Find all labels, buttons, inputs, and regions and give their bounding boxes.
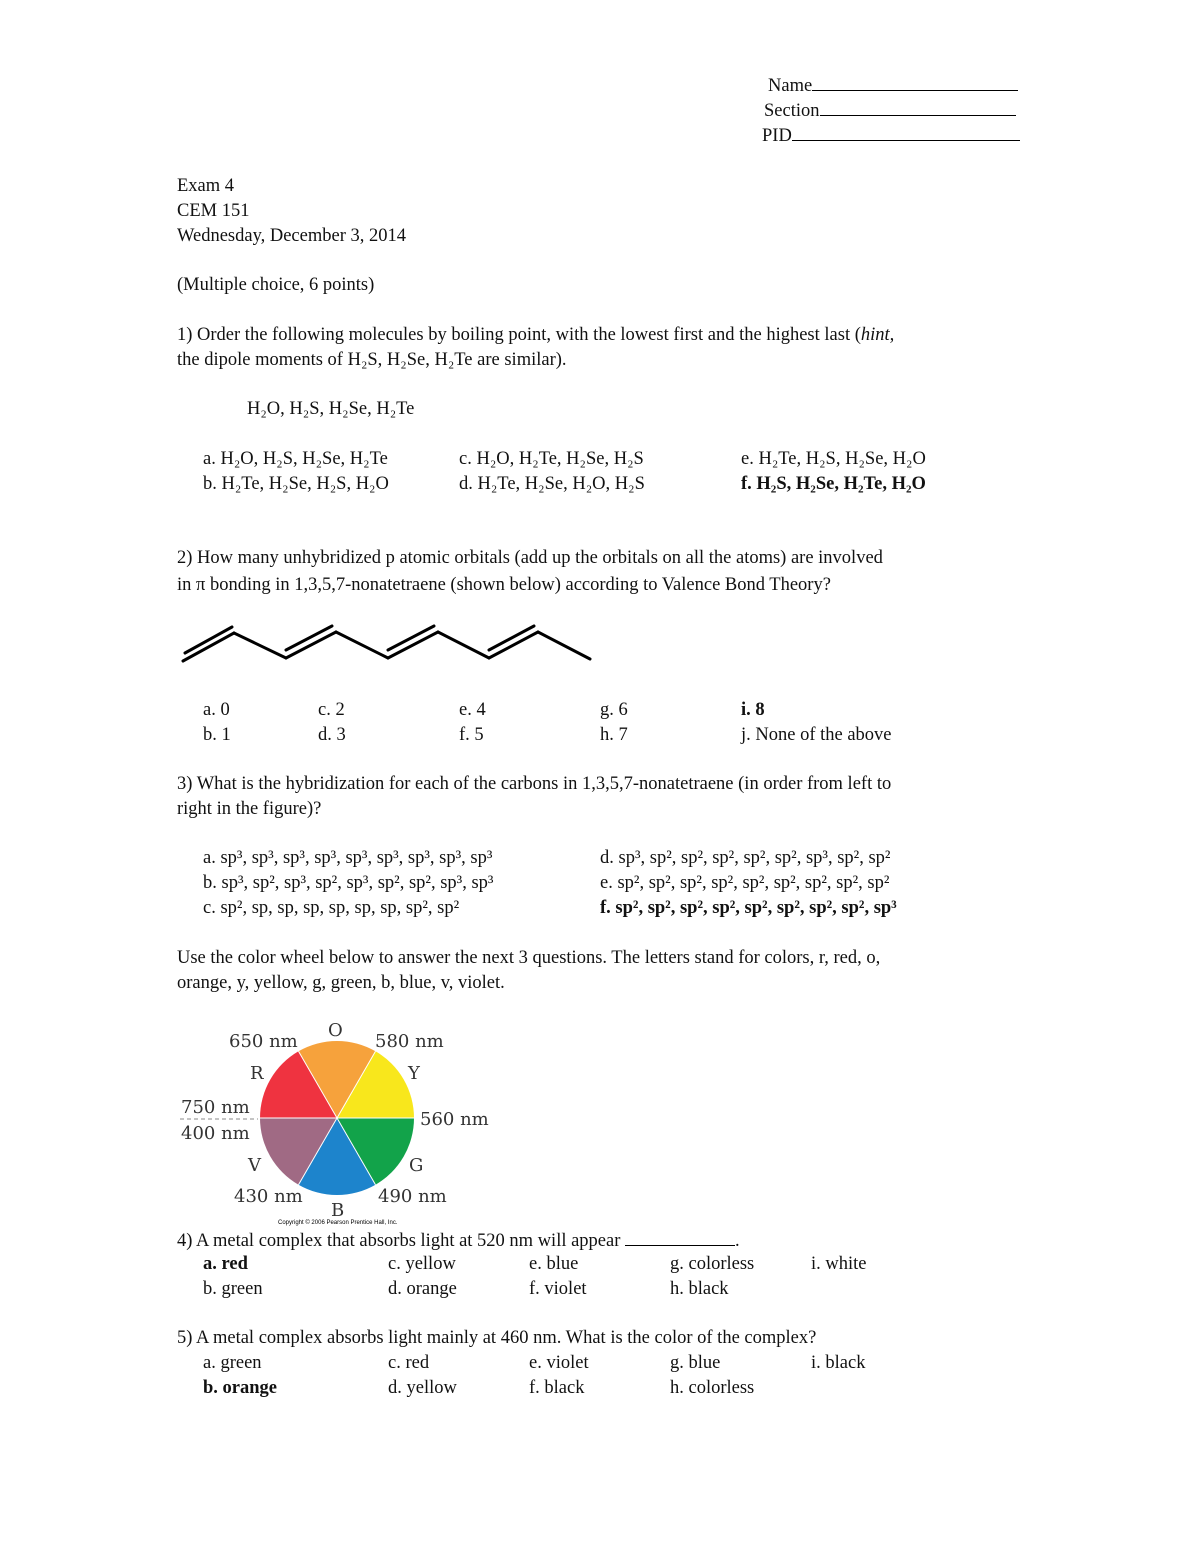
q4-blank[interactable] <box>625 1227 735 1246</box>
q4-option-c[interactable]: c. yellow <box>388 1254 456 1274</box>
nonatetraene-structure <box>176 620 596 670</box>
points-note: (Multiple choice, 6 points) <box>177 275 375 295</box>
wheel-label-o: O <box>328 1020 343 1041</box>
color-wheel <box>170 1015 500 1230</box>
q5-option-a[interactable]: a. green <box>203 1353 262 1373</box>
q5-option-f[interactable]: f. black <box>529 1378 585 1398</box>
q3-option-f[interactable]: f. sp², sp², sp², sp², sp², sp², sp², sp², sp³ <box>600 898 897 918</box>
name-field <box>768 72 1018 98</box>
q4-option-h[interactable]: h. black <box>670 1279 729 1299</box>
q4-option-g[interactable]: g. colorless <box>670 1254 755 1274</box>
q2-option-e[interactable]: e. 4 <box>459 700 486 720</box>
q4-option-f[interactable]: f. violet <box>529 1279 587 1299</box>
q1-option-e[interactable]: e. H₂Te, H₂S, H₂Se, H₂O <box>741 449 926 469</box>
wheel-intro-line1: Use the color wheel below to answer the next 3 questions. The letters stand for colors, r, red, o, <box>177 948 881 968</box>
q4-option-e[interactable]: e. blue <box>529 1254 579 1274</box>
q2-option-i[interactable]: i. 8 <box>741 700 765 720</box>
q1-option-c[interactable]: c. H₂O, H₂Te, H₂Se, H₂S <box>459 449 644 469</box>
wheel-copyright: Copyright © 2006 Pearson Prentice Hall, Inc. <box>278 1220 398 1226</box>
wheel-label-y: Y <box>408 1063 420 1084</box>
q4-option-d[interactable]: d. orange <box>388 1279 457 1299</box>
pid-blank[interactable] <box>792 122 1020 141</box>
q4-text-line: 4) A metal complex that absorbs light at 520 nm will appear . <box>177 1227 740 1253</box>
q5-option-c[interactable]: c. red <box>388 1353 430 1373</box>
q3-option-d[interactable]: d. sp³, sp², sp², sp², sp², sp², sp³, sp², sp² <box>600 848 891 868</box>
name-blank[interactable] <box>812 72 1018 91</box>
q5-text: 5) A metal complex absorbs light mainly at 460 nm. What is the color of the complex? <box>177 1328 817 1348</box>
q1-option-f[interactable]: f. H₂S, H₂Se, H₂Te, H₂O <box>741 474 926 494</box>
wheel-label-750nm: 750 nm <box>181 1097 250 1118</box>
q1-hint: hint, <box>860 325 895 345</box>
q2-option-j[interactable]: j. None of the above <box>741 725 892 745</box>
wheel-label-560nm: 560 nm <box>420 1109 489 1130</box>
wheel-label-b: B <box>331 1200 345 1221</box>
q2-option-d[interactable]: d. 3 <box>318 725 346 745</box>
q1-text-line1 <box>177 323 894 347</box>
q1-molecules: H₂O, H₂S, H₂Se, H₂Te <box>247 399 415 419</box>
q5-option-b[interactable]: b. orange <box>203 1378 277 1398</box>
course-code: CEM 151 <box>177 201 250 221</box>
wheel-label-580nm: 580 nm <box>375 1031 444 1052</box>
q2-option-g[interactable]: g. 6 <box>600 700 628 720</box>
q3-text-line2: right in the figure)? <box>177 799 322 819</box>
q2-option-h[interactable]: h. 7 <box>600 725 628 745</box>
wheel-label-430nm: 430 nm <box>234 1186 303 1207</box>
q2-option-b[interactable]: b. 1 <box>203 725 231 745</box>
q1-option-d[interactable]: d. H₂Te, H₂Se, H₂O, H₂S <box>459 474 645 494</box>
q5-option-i[interactable]: i. black <box>811 1353 866 1373</box>
q1-option-a[interactable]: a. H₂O, H₂S, H₂Se, H₂Te <box>203 449 388 469</box>
exam-date: Wednesday, December 3, 2014 <box>177 226 406 246</box>
wheel-label-v: V <box>248 1155 261 1176</box>
q5-option-g[interactable]: g. blue <box>670 1353 721 1373</box>
q2-text-line1: 2) How many unhybridized p atomic orbitals (add up the orbitals on all the atoms) are involved <box>177 548 883 568</box>
q1-option-b[interactable]: b. H₂Te, H₂Se, H₂S, H₂O <box>203 474 389 494</box>
q5-option-e[interactable]: e. violet <box>529 1353 589 1373</box>
wheel-label-650nm: 650 nm <box>229 1031 298 1052</box>
q3-option-a[interactable]: a. sp³, sp³, sp³, sp³, sp³, sp³, sp³, sp³, sp³ <box>203 848 493 868</box>
q2-option-c[interactable]: c. 2 <box>318 700 345 720</box>
section-blank[interactable] <box>820 97 1016 116</box>
q1-text: 1) Order the following molecules by boiling point, with the lowest first and the highest last ( <box>177 325 861 345</box>
q2-option-a[interactable]: a. 0 <box>203 700 230 720</box>
q5-option-d[interactable]: d. yellow <box>388 1378 457 1398</box>
section-label: Section <box>764 101 820 121</box>
q3-option-c[interactable]: c. sp², sp, sp, sp, sp, sp, sp, sp², sp² <box>203 898 460 918</box>
q4-text: 4) A metal complex that absorbs light at 520 nm will appear <box>177 1231 621 1251</box>
q2-option-f[interactable]: f. 5 <box>459 725 484 745</box>
q4-option-b[interactable]: b. green <box>203 1279 263 1299</box>
pid-label: PID <box>762 126 792 146</box>
q5-option-h[interactable]: h. colorless <box>670 1378 755 1398</box>
q2-text-line2: in π bonding in 1,3,5,7-nonatetraene (shown below) according to Valence Bond Theory? <box>177 575 831 595</box>
section-field <box>764 97 1016 123</box>
pid-field <box>762 122 1020 148</box>
wheel-label-g: G <box>409 1155 424 1176</box>
q3-option-e[interactable]: e. sp², sp², sp², sp², sp², sp², sp², sp², sp² <box>600 873 890 893</box>
q1-text-line2: the dipole moments of H₂S, H₂Se, H₂Te are similar). <box>177 350 567 370</box>
wheel-label-r: R <box>250 1063 264 1084</box>
wheel-label-490nm: 490 nm <box>378 1186 447 1207</box>
q3-text-line1: 3) What is the hybridization for each of the carbons in 1,3,5,7-nonatetraene (in order from left to <box>177 774 892 794</box>
wheel-intro-line2: orange, y, yellow, g, green, b, blue, v, violet. <box>177 973 505 993</box>
name-label: Name <box>768 76 813 96</box>
wheel-label-400nm: 400 nm <box>181 1123 250 1144</box>
q4-option-a[interactable]: a. red <box>203 1254 248 1274</box>
q3-option-b[interactable]: b. sp³, sp², sp³, sp², sp³, sp², sp², sp³, sp³ <box>203 873 494 893</box>
exam-title: Exam 4 <box>177 176 235 196</box>
q4-option-i[interactable]: i. white <box>811 1254 867 1274</box>
